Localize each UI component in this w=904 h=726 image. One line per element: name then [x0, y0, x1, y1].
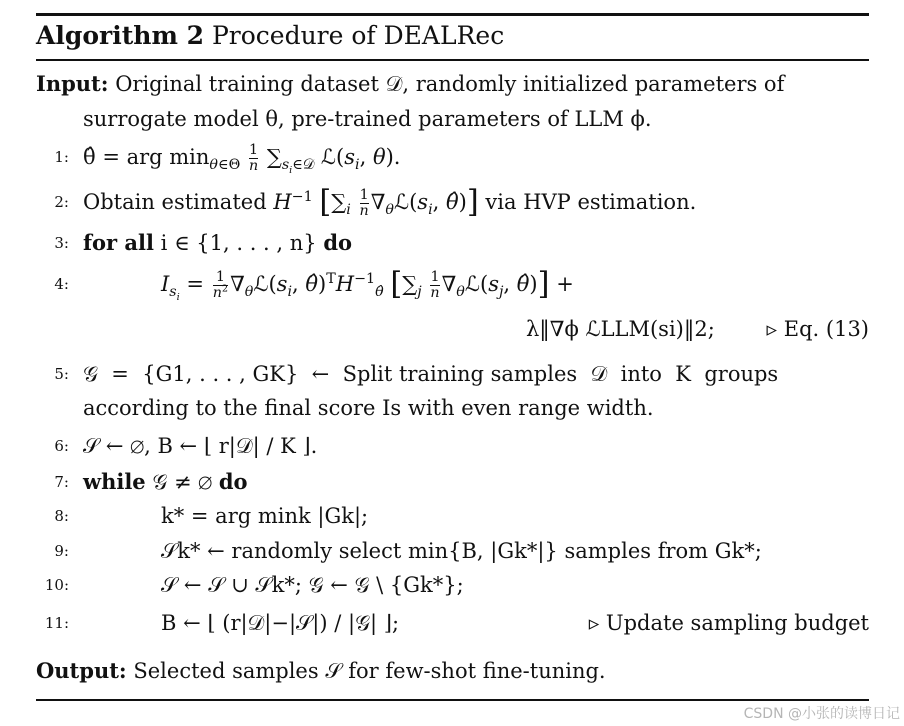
input-label: Input:	[36, 71, 109, 96]
line-number: 1:	[54, 148, 69, 166]
input-text-2: surrogate model θ, pre-trained parameters of LLM ϕ.	[83, 107, 652, 131]
line-number: 10:	[44, 576, 69, 594]
algorithm-name: Procedure of DEALRec	[211, 21, 505, 50]
line-number: 7:	[54, 473, 69, 491]
step-4-text-2: λ‖∇ϕ ℒLLM(si)‖2;	[526, 317, 715, 341]
step-6-text: 𝒮 ← ∅, B ← ⌊ r|𝒟| / K ⌋.	[83, 434, 318, 458]
step-8-text: k* = arg mink |Gk|;	[161, 504, 369, 528]
line-number: 9:	[54, 542, 69, 560]
algorithm-label: Algorithm 2	[36, 21, 204, 50]
output-text: Selected samples 𝒮 for few-shot fine-tuning.	[133, 659, 606, 683]
line-number: 6:	[54, 437, 69, 455]
step-3-text: for all i ∈ {1, . . . , n} do	[83, 230, 353, 255]
step-5-text-1: 𝒢 = {G1, . . . , GK} ← Split training samples 𝒟 into K groups	[83, 362, 779, 386]
top-rule	[36, 13, 869, 16]
step-1-text: θ̂ = arg $\min_{\theta\in\Theta}$ $\frac{1}{n}$ $\sum_{s_i\in 𝒟}$ $ℒ(s_i$, θ).	[83, 142, 401, 177]
step-10-text: 𝒮 ← 𝒮 ∪ 𝒮k*; 𝒢 ← 𝒢 \ {Gk*};	[161, 573, 464, 597]
watermark: CSDN @小张的读博日记	[743, 706, 900, 722]
line-number: 4:	[54, 275, 69, 293]
step-5-text-2: according to the final score Is with even range width.	[83, 396, 654, 420]
line-number: 5:	[54, 365, 69, 383]
step-7-text: while 𝒢 ≠ ∅ do	[83, 469, 248, 494]
bottom-rule	[36, 699, 869, 701]
step-9-text: 𝒮k* ← randomly select min{B, |Gk*|} samples from Gk*;	[161, 539, 762, 563]
output-line	[36, 657, 869, 685]
line-number: 11:	[44, 614, 69, 632]
step-4-text: $I_{s_i}$ = $\frac{1}{n^2}$ $\nabla_\theta ℒ(s_i$, $\thetâ)^TH^{-1}_{\thetâ}$ [$\sum_j$ $\frac{1}{n}$ $\nabla_\theta ℒ(s_j$, θ̂)] +	[161, 267, 574, 304]
step-2-text: Obtain estimated $H^{-1}$ [$\sum_i$ $\frac{1}{n}$ $\nabla_\theta ℒ(s_i$, θ̂)] via HVP estimation.	[83, 185, 697, 220]
algorithm-title	[36, 20, 869, 52]
output-label: Output:	[36, 658, 127, 683]
header-rule	[36, 59, 869, 61]
step-11-text: B ← ⌊ (r|𝒟|−|𝒮|) / |𝒢| ⌋;	[161, 611, 400, 635]
step-11-comment: ▹ Update sampling budget	[588, 611, 869, 635]
step-4-comment: ▹ Eq. (13)	[766, 317, 869, 341]
input-text-1: Original training dataset 𝒟, randomly initialized parameters of	[115, 72, 785, 96]
line-number: 3:	[54, 234, 69, 252]
input-line-1	[36, 70, 869, 98]
line-number: 2:	[54, 193, 69, 211]
line-number: 8:	[54, 507, 69, 525]
